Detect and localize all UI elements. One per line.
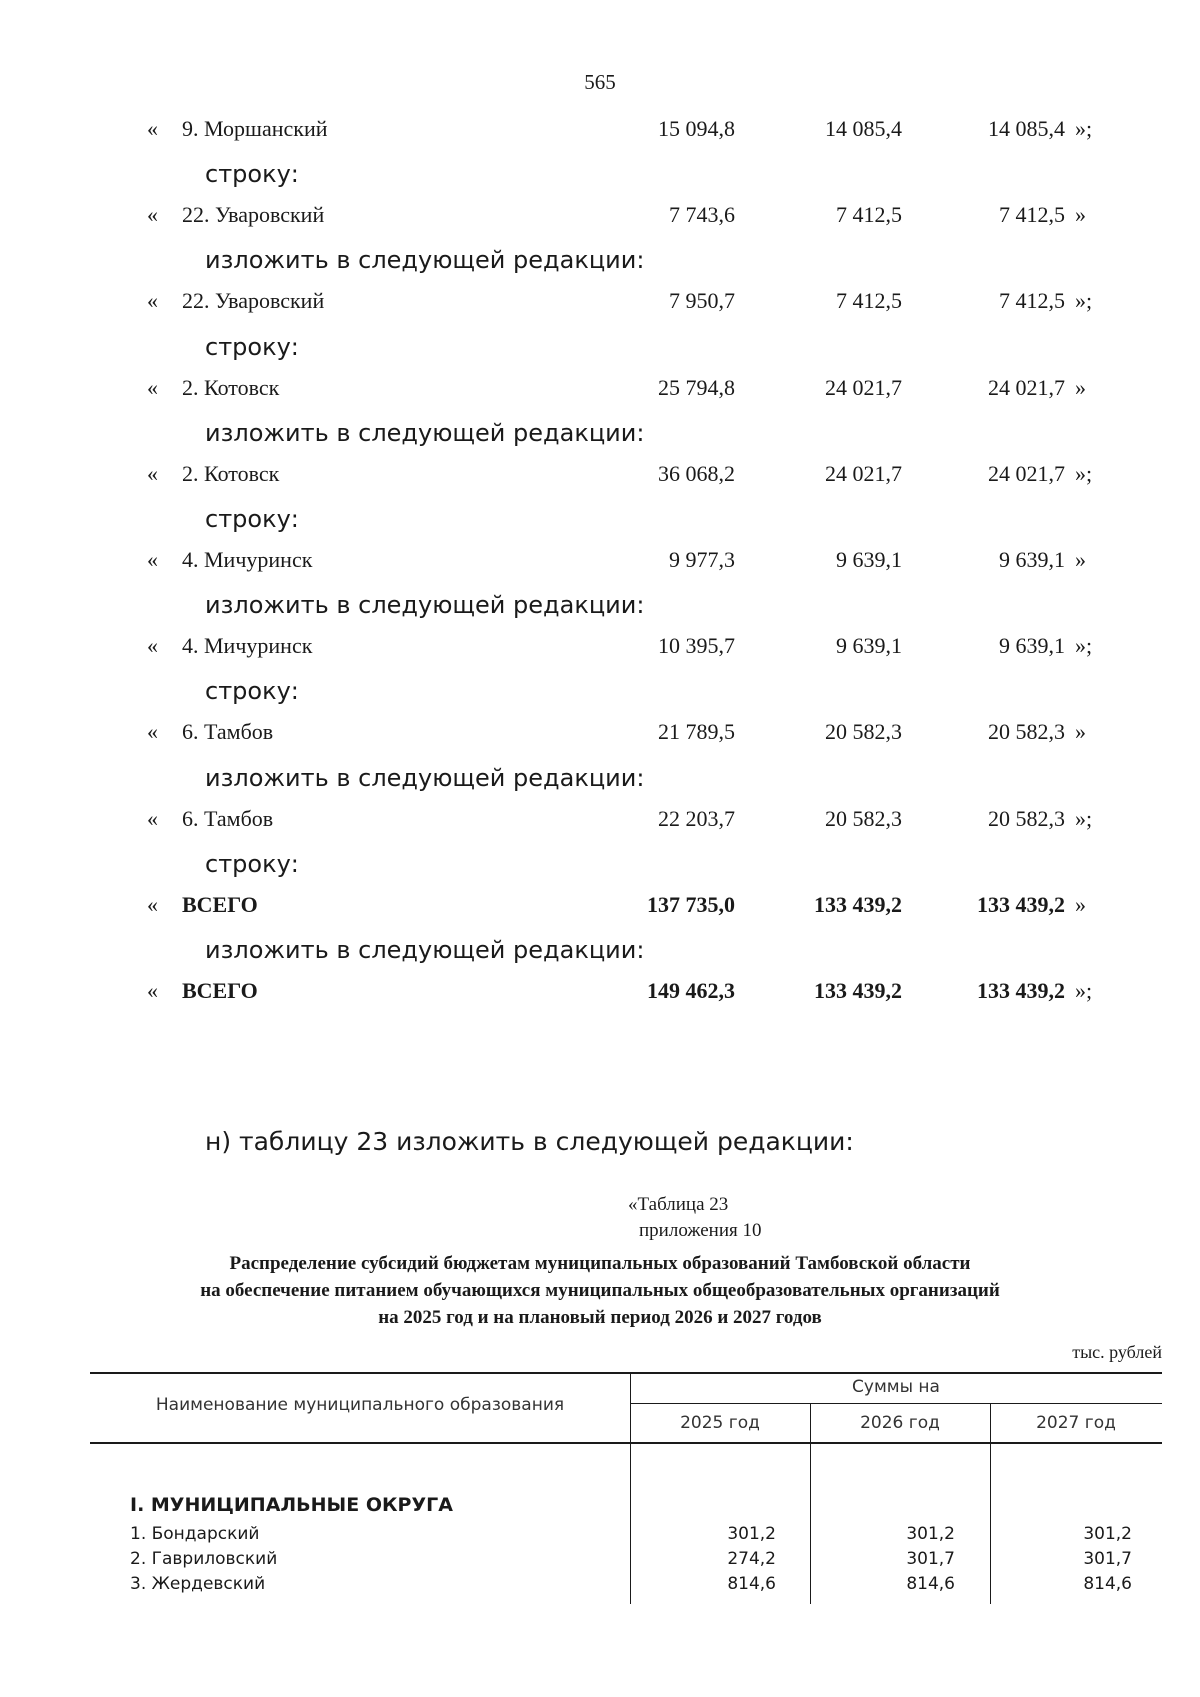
value-2027: 133 439,2 [977,978,1065,1003]
open-quote: « [147,202,158,227]
value-2025: 10 395,7 [658,633,735,658]
value-2027: 20 582,3 [988,806,1065,831]
close-quote: » [1075,547,1086,572]
value-2026: 7 412,5 [836,288,902,313]
table-caption [628,1192,761,1244]
open-quote: « [147,719,158,744]
table-row [130,1524,1162,1550]
value-2025: 7 743,6 [669,202,735,227]
value-2027: 14 085,4 [988,116,1065,141]
open-quote: « [147,978,158,1003]
amendment-row [0,284,1200,318]
row-name: 2. Котовск [182,461,280,486]
instruction-text: изложить в следующей редакции: [205,591,645,619]
header-sums: Суммы на [852,1377,940,1397]
row-name: ВСЕГО [182,978,258,1003]
value-2026: 133 439,2 [814,978,902,1003]
row-value-2027: 301,7 [1083,1549,1132,1569]
value-2026: 9 639,1 [836,633,902,658]
value-2027: 24 021,7 [988,375,1065,400]
value-2025: 21 789,5 [658,719,735,744]
amendment-row [0,112,1200,146]
header-year-2027: 2027 год [1036,1413,1116,1433]
row-name: ВСЕГО [182,892,258,917]
value-2025: 9 977,3 [669,547,735,572]
open-quote: « [147,633,158,658]
open-quote: « [147,116,158,141]
row-name: 1. Бондарский [130,1524,260,1544]
value-2025: 149 462,3 [647,978,735,1003]
value-2027: 20 582,3 [988,719,1065,744]
row-value-2026: 301,2 [906,1524,955,1544]
row-name: 4. Мичуринск [182,547,313,572]
row-name: 2. Котовск [182,375,280,400]
open-quote: « [147,547,158,572]
table-title [0,1250,1200,1331]
caption-line-1: «Таблица 23 [628,1194,729,1215]
header-year-2026: 2026 год [860,1413,940,1433]
instruction-text: изложить в следующей редакции: [205,419,645,447]
row-value-2025: 814,6 [727,1574,776,1594]
row-value-2026: 301,7 [906,1549,955,1569]
value-2027: 7 412,5 [999,288,1065,313]
close-quote: » [1075,719,1086,744]
header-year-2025: 2025 год [680,1413,760,1433]
value-2025: 7 950,7 [669,288,735,313]
value-2026: 7 412,5 [836,202,902,227]
close-quote: » [1075,892,1086,917]
value-2025: 36 068,2 [658,461,735,486]
row-name: 22. Уваровский [182,202,325,227]
table-row [130,1574,1162,1600]
table-title-line-3: на 2025 год и на плановый период 2026 и 2027 годов [378,1307,822,1328]
amendment-row [0,457,1200,491]
value-2027: 9 639,1 [999,633,1065,658]
amendment-row [0,715,1200,749]
instruction-text: строку: [205,677,299,705]
value-2027: 24 021,7 [988,461,1065,486]
close-quote: » [1075,202,1086,227]
value-2027: 133 439,2 [977,892,1065,917]
amendment-row [0,371,1200,405]
close-quote: »; [1075,461,1093,486]
close-quote: »; [1075,288,1093,313]
row-name: 3. Жердевский [130,1574,266,1594]
close-quote: »; [1075,978,1093,1003]
value-2026: 133 439,2 [814,892,902,917]
value-2027: 7 412,5 [999,202,1065,227]
header-name: Наименование муниципального образования [155,1395,565,1415]
subsidy-table [90,1372,1162,1604]
value-2026: 20 582,3 [825,806,902,831]
close-quote: »; [1075,116,1093,141]
row-name: 4. Мичуринск [182,633,313,658]
amendment-row [0,974,1200,1008]
amendment-row [0,629,1200,663]
table-title-line-1: Распределение субсидий бюджетам муниципальных образований Тамбовской области [229,1253,971,1274]
value-2025: 15 094,8 [658,116,735,141]
section-heading: I. МУНИЦИПАЛЬНЫЕ ОКРУГА [130,1494,453,1516]
value-2026: 14 085,4 [825,116,902,141]
value-2025: 22 203,7 [658,806,735,831]
amendment-row [0,543,1200,577]
instruction-text: строку: [205,333,299,361]
row-name: 6. Тамбов [182,806,274,831]
row-value-2026: 814,6 [906,1574,955,1594]
instruction-text: строку: [205,850,299,878]
row-name: 6. Тамбов [182,719,274,744]
row-name: 9. Моршанский [182,116,328,141]
row-value-2025: 274,2 [727,1549,776,1569]
open-quote: « [147,806,158,831]
row-value-2027: 301,2 [1083,1524,1132,1544]
instruction-text: строку: [205,160,299,188]
value-2026: 24 021,7 [825,461,902,486]
value-2025: 25 794,8 [658,375,735,400]
instruction-text: изложить в следующей редакции: [205,764,645,792]
open-quote: « [147,375,158,400]
value-2026: 24 021,7 [825,375,902,400]
instruction-text: изложить в следующей редакции: [205,246,645,274]
amendment-row [0,888,1200,922]
amendment-row [0,198,1200,232]
instruction-table-23: н) таблицу 23 изложить в следующей редакции: [205,1127,854,1156]
header-divider [630,1403,1162,1404]
value-2027: 9 639,1 [999,547,1065,572]
value-2026: 9 639,1 [836,547,902,572]
open-quote: « [147,288,158,313]
close-quote: » [1075,375,1086,400]
instruction-text: изложить в следующей редакции: [205,936,645,964]
open-quote: « [147,892,158,917]
row-name: 2. Гавриловский [130,1549,278,1569]
value-2025: 137 735,0 [647,892,735,917]
page-number: 565 [584,70,616,94]
row-name: 22. Уваровский [182,288,325,313]
instruction-text: строку: [205,505,299,533]
caption-line-2: приложения 10 [639,1220,762,1241]
table-row [130,1549,1162,1575]
value-2026: 20 582,3 [825,719,902,744]
close-quote: »; [1075,806,1093,831]
table-title-line-2: на обеспечение питанием обучающихся муниципальных общеобразовательных организаций [200,1280,1000,1301]
unit-label: тыс. рублей [1072,1342,1162,1362]
table-top-border [90,1372,1162,1374]
header-bottom-border [90,1442,1162,1444]
open-quote: « [147,461,158,486]
row-value-2025: 301,2 [727,1524,776,1544]
close-quote: »; [1075,633,1093,658]
amendment-row [0,802,1200,836]
row-value-2027: 814,6 [1083,1574,1132,1594]
